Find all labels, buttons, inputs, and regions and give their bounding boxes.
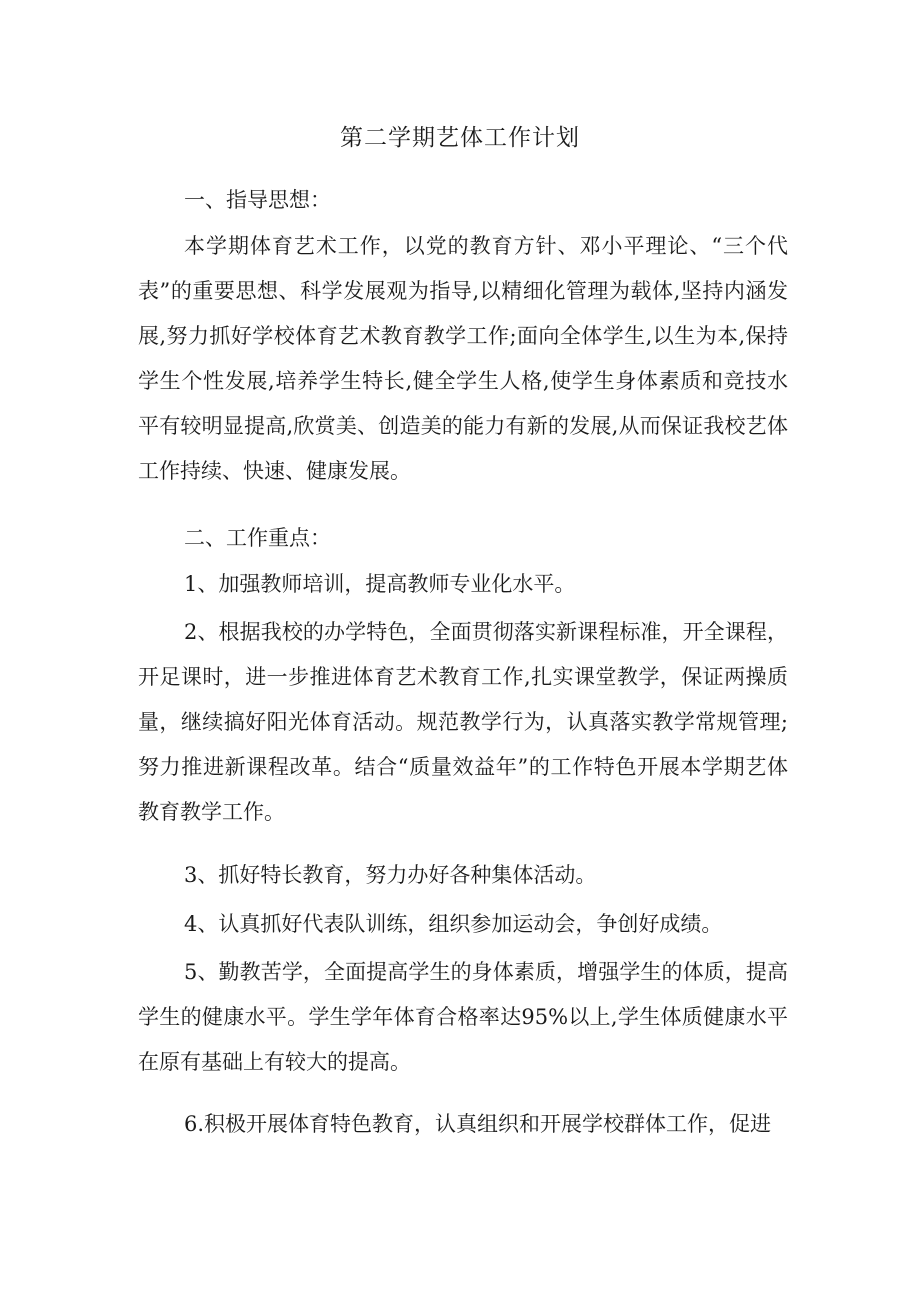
- list-item-1: 1、加强教师培训，提高教师专业化水平。: [184, 572, 576, 596]
- list-item-4: 4、认真抓好代表队训练，组织参加运动会，争创好成绩。: [184, 912, 723, 936]
- paragraph-guiding-thought: 本学期体育艺术工作，以党的教育方针、邓小平理论、“三个代表”的重要思想、科学发展观为指导,以精细化管理为载体,坚持内涵发展,努力抓好学校体育艺术教育教学工作;面向全体学生,以生为本,保持学生个性发展,培养学生特长,健全学生人格,使学生身体素质和竞技水平有较明显提高,欣赏美、创造美的能力有新的发展,从而保证我校艺体工作持续、快速、健康发展。: [138, 234, 788, 483]
- list-item-3: 3、抓好特长教育，努力办好各种集体活动。: [184, 863, 597, 887]
- list-item-2: 2、根据我校的办学特色，全面贯彻落实新课程标准，开全课程，开足课时，进一步推进体育艺术教育工作,扎实课堂教学，保证两操质量，继续搞好阳光体育活动。规范教学行为，认真落实教学常规管理;努力推进新课程改革。结合“质量效益年”的工作特色开展本学期艺体教育教学工作。: [138, 620, 788, 824]
- document-title: 第二学期艺体工作计划: [340, 125, 580, 151]
- list-item-5: 5、勤教苦学，全面提高学生的身体素质，增强学生的体质，提高学生的健康水平。学生学年体育合格率达95%以上,学生体质健康水平在原有基础上有较大的提高。: [138, 960, 788, 1074]
- list-item-6: 6.积极开展体育特色教育，认真组织和开展学校群体工作，促进: [184, 1112, 772, 1136]
- section-heading-work-focus: 二、工作重点：: [184, 526, 331, 550]
- section-heading-guiding-thought: 一、指导思想：: [184, 188, 331, 212]
